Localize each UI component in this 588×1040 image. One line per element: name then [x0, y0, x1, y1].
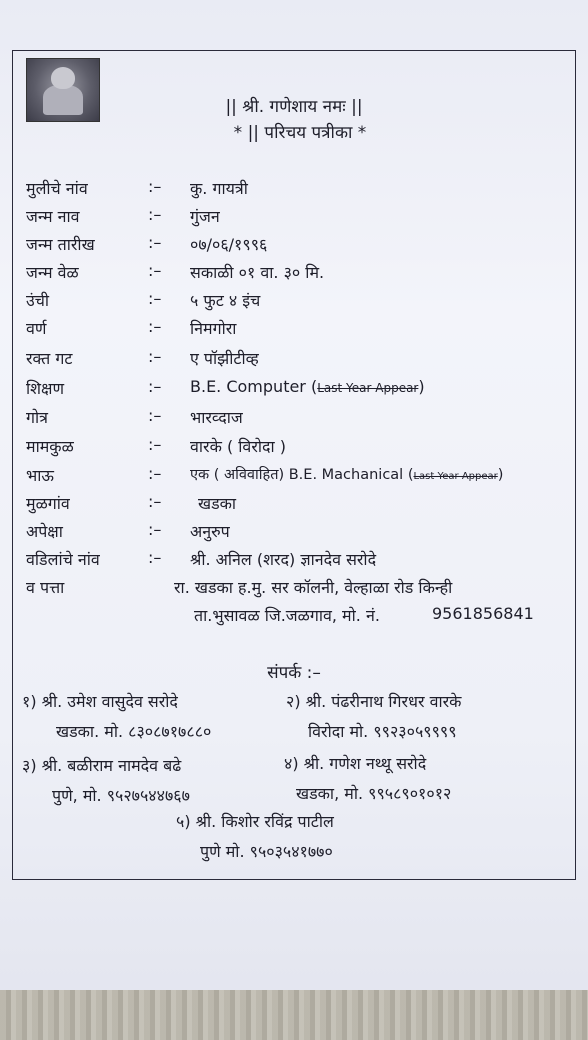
address-phone: 9561856841 [432, 604, 534, 623]
invocation-line: || श्री. गणेशाय नमः || [225, 97, 363, 117]
struck-note: Last Year Appear [317, 381, 419, 395]
field-separator: :– [148, 548, 162, 567]
contacts-title: संपर्क :– [267, 663, 321, 683]
field-label: रक्त गट [26, 349, 73, 368]
background-rug [0, 990, 588, 1040]
field-label: जन्म नाव [26, 207, 80, 226]
field-value-close: ) [497, 467, 504, 483]
field-separator: :– [148, 377, 162, 396]
field-value: ५ फुट ४ इंच [190, 291, 261, 310]
field-label: व पत्ता [26, 578, 65, 597]
ganesha-head-shape [51, 67, 75, 89]
field-row [0, 289, 588, 313]
field-row [0, 261, 588, 285]
field-row [0, 520, 588, 544]
contact-detail: खडका. मो. ८३०८७१७८८० [56, 722, 212, 741]
field-value: ए पॉझीटीव्ह [190, 349, 259, 368]
field-label: उंची [26, 291, 50, 310]
field-row [0, 406, 588, 430]
field-separator: :– [148, 289, 162, 308]
field-value: भारव्दाज [190, 408, 243, 427]
field-label: भाऊ [26, 466, 54, 485]
field-label: मुलीचे नांव [26, 179, 88, 198]
field-separator: :– [148, 435, 162, 454]
field-value: रा. खडका ह.मु. सर कॉलनी, वेल्हाळा रोड किन्ही [174, 578, 453, 597]
field-value: ०७/०६/१९९६ [190, 235, 268, 254]
contact-detail: पुणे, मो. ९५२७५४४७६७ [52, 786, 190, 805]
address-text: ता.भुसावळ जि.जळगाव, मो. नं. [194, 606, 380, 625]
field-row [0, 435, 588, 459]
field-value: अनुरुप [190, 522, 230, 541]
field-row [0, 377, 588, 401]
field-row [0, 548, 588, 572]
field-label: शिक्षण [26, 379, 65, 398]
field-row [0, 576, 588, 600]
field-value-close: ) [418, 377, 425, 396]
field-value: निमगोरा [190, 319, 237, 338]
field-value: वारके ( विरोदा ) [190, 437, 286, 456]
field-separator: :– [148, 205, 162, 224]
field-label: अपेक्षा [26, 522, 63, 541]
field-value: खडका [198, 494, 237, 513]
field-label: मामकुळ [26, 437, 74, 456]
contact-name: ४) श्री. गणेश नथ्थू सरोदे [284, 754, 427, 773]
document-title: * || परिचय पत्रीका * [233, 123, 367, 143]
field-value: श्री. अनिल (शरद) ज्ञानदेव सरोदे [190, 550, 377, 569]
field-label: वर्ण [26, 319, 47, 338]
contact-name: ५) श्री. किशोर रविंद्र पाटील [176, 812, 334, 831]
field-label: गोत्र [26, 408, 48, 427]
contact-name: १) श्री. उमेश वासुदेव सरोदे [22, 692, 178, 711]
field-separator: :– [148, 233, 162, 252]
field-value [190, 464, 503, 484]
field-separator: :– [148, 520, 162, 539]
address-line-2 [0, 604, 588, 628]
field-separator: :– [148, 261, 162, 280]
field-row [0, 233, 588, 257]
field-separator: :– [148, 177, 162, 196]
field-separator: :– [148, 317, 162, 336]
field-value: सकाळी ०१ वा. ३० मि. [190, 263, 325, 282]
field-label: जन्म तारीख [26, 235, 95, 254]
field-value: गुंजन [190, 207, 220, 226]
field-row [0, 317, 588, 341]
field-separator: :– [148, 464, 162, 483]
field-label: मुळगांव [26, 494, 70, 513]
field-row [0, 347, 588, 371]
contact-name: २) श्री. पंढरीनाथ गिरधर वारके [286, 692, 462, 711]
field-value-text: एक ( अविवाहित) B.E. Machanical ( [190, 467, 414, 483]
contact-detail: विरोदा मो. ९९२३०५९९९९ [308, 722, 457, 741]
contact-detail: खडका, मो. ९९५८९०१०१२ [296, 784, 452, 803]
field-value: कु. गायत्री [190, 179, 248, 198]
field-label: वडिलांचे नांव [26, 550, 100, 569]
field-value [190, 377, 425, 396]
field-value-text: B.E. Computer ( [190, 377, 318, 396]
field-row [0, 464, 588, 488]
struck-note: Last Year Appear [413, 471, 498, 482]
field-row [0, 177, 588, 201]
field-label: जन्म वेळ [26, 263, 79, 282]
field-row [0, 492, 588, 516]
contact-name: ३) श्री. बळीराम नामदेव बढे [22, 756, 182, 775]
field-separator: :– [148, 492, 162, 511]
field-separator: :– [148, 406, 162, 425]
field-row [0, 205, 588, 229]
field-separator: :– [148, 347, 162, 366]
contact-detail: पुणे मो. ९५०३५४१७७० [200, 842, 333, 861]
